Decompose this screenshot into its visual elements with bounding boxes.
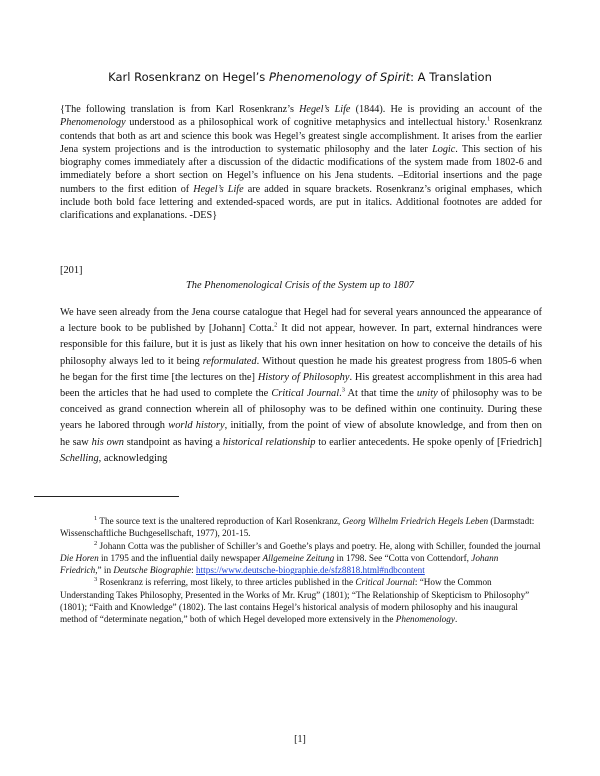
body-emphasis: Critical Journal: [271, 388, 340, 400]
page-number: [1]: [294, 734, 306, 745]
footnote-emphasis: Georg Wilhelm Friedrich Hegels Leben: [342, 516, 489, 526]
title-work: Phenomenology of Spirit: [268, 70, 411, 84]
footnote-mark: 1: [94, 514, 98, 522]
body-text: , initially, from the point of view of absolute knowledge, and from then on he saw: [60, 420, 543, 448]
intro-emphasis: Hegel’s Life: [193, 183, 244, 195]
document-title: [0, 70, 600, 84]
body-text: We have seen already from the Jena course catalogue that Hegel had for several years announced the appearance of a lecture book to be published by [Johann] Cotta.: [60, 307, 542, 335]
footnote-emphasis: Phenomenology: [395, 614, 455, 625]
footnote-emphasis: Critical Journal: [355, 577, 415, 588]
footnote-emphasis: Die Horen: [60, 552, 99, 563]
footnote-1: [60, 515, 542, 540]
body-emphasis: his own: [91, 436, 124, 448]
body-text: . Without question he made his greatest progress from 1805-6 when he began for the first time [the lectures on the]: [60, 355, 542, 383]
body-text: to earlier antecedents. He spoke openly of [Friedrich]: [315, 436, 542, 448]
body-paragraph: [60, 305, 542, 467]
footnote-separator: [34, 496, 179, 497]
body-emphasis: History of Philosophy: [257, 371, 350, 383]
body-text: At that time the: [344, 388, 417, 400]
footnote-2: [60, 540, 542, 577]
intro-text: (1844). He is providing an account of the: [350, 104, 542, 115]
body-emphasis: historical relationship: [222, 436, 316, 448]
footnote-text: ,” in: [95, 565, 114, 576]
footnote-emphasis: Johann Friedrich: [60, 552, 499, 576]
footnote-ref-1[interactable]: 1: [487, 115, 491, 123]
title-suffix: : A Translation: [410, 70, 492, 84]
footnote-ref-3[interactable]: 3: [341, 386, 345, 394]
footnote-emphasis: Deutsche Biographie: [113, 565, 192, 576]
footnote-mark: 2: [94, 539, 98, 547]
footnote-text: (Darmstadt: Wissenschaftliche Buchgesellschaft, 1977), 201-15.: [60, 516, 535, 539]
intro-emphasis: Logic: [432, 143, 456, 155]
body-text: .: [339, 388, 342, 400]
footnote-text: The source text is the unaltered reproduction of Karl Rosenkranz,: [97, 516, 343, 526]
footnote-text: Johann Cotta was the publisher of Schiller’s and Goethe’s plays and poetry. He, along with Schiller, founded the journal: [97, 540, 541, 551]
body-text: It did not appear, however. In part, external hindrances were responsible for this failure, but it is just as likely that his own inner hesitation on how to conceive the details of his philosophy always led to it being: [60, 323, 542, 367]
footnote-ref-2[interactable]: 2: [274, 321, 278, 329]
footnote-mark: 3: [94, 576, 98, 584]
footnote-text: :: [191, 565, 197, 576]
footnote-3: [60, 576, 542, 625]
title-prefix: Karl Rosenkranz on Hegel’s: [108, 70, 269, 84]
footnote-emphasis: Allgemeine Zeitung: [262, 552, 335, 563]
body-emphasis: unity: [416, 388, 438, 400]
body-text: of philosophy was to be conceived as grand connection wherein all of philosophy was to be defined within one continuity. During these years he labored through: [60, 388, 542, 432]
body-text: standpoint as having a: [123, 436, 223, 448]
body-emphasis: world history: [168, 420, 225, 432]
footnote-text: in 1795 and the influential daily newspaper: [98, 552, 263, 563]
section-heading: The Phenomenological Crisis of the System up to 1807: [186, 280, 414, 291]
translator-introduction: [60, 103, 542, 223]
footnote-text: .: [454, 614, 458, 625]
footnote-text: : “How the Common Understanding Takes Philosophy, Presented in the Works of Mr. Krug” (1801); “The Relationship of Skepticism to Philosophy” (1801); “Faith and Knowledge” (1802). The last contains Hegel’s historical analysis of modern philosophy and his inaugural method of “determinate negation,” both of which Hegel developed more extensively in the: [60, 577, 530, 625]
deutsche-biographie-link[interactable]: https://www.deutsche-biographie.de/sfz8818.html#ndbcontent: [196, 565, 425, 576]
intro-emphasis: Phenomenology: [60, 117, 126, 129]
body-emphasis: Schelling: [60, 452, 99, 464]
intro-emphasis: Hegel’s Life: [299, 104, 351, 115]
intro-text: {The following translation is from Karl Rosenkranz’s: [60, 104, 300, 115]
intro-text: Rosenkranz contends that both as art and science this book was Hegel’s greatest single accomplishment. It arises from the earlier Jena system projections and is the introduction to systematic philosophy and the later: [60, 117, 543, 155]
original-page-marker: [201]: [60, 265, 83, 276]
intro-text: . This section of his biography comes immediately after a discussion of the didactic modifications of the system made from 1802-6 and immediately before a short section on Hegel’s influence on his Jena students. –Editorial insertions and the page numbers to the first edition of: [60, 143, 542, 195]
intro-text: understood as a philosophical work of cognitive metaphysics and intellectual history.: [125, 117, 487, 129]
body-text: . His greatest accomplishment in this area had been the articles that he had used to complete the: [60, 371, 542, 400]
intro-text: are added in square brackets. Rosenkranz’s original emphases, which include both bold face lettering and extended-spaced words, are put in italics. Additional footnotes are added for clarifications and explanations. -DES}: [60, 183, 542, 222]
body-text: , acknowledging: [98, 452, 168, 464]
footnote-text: Rosenkranz is referring, most likely, to three articles published in the: [97, 577, 356, 588]
footnotes: [60, 515, 542, 626]
footnote-text: in 1798. See “Cotta von Cottendorf,: [334, 552, 472, 563]
body-emphasis: reformulated: [202, 355, 257, 367]
